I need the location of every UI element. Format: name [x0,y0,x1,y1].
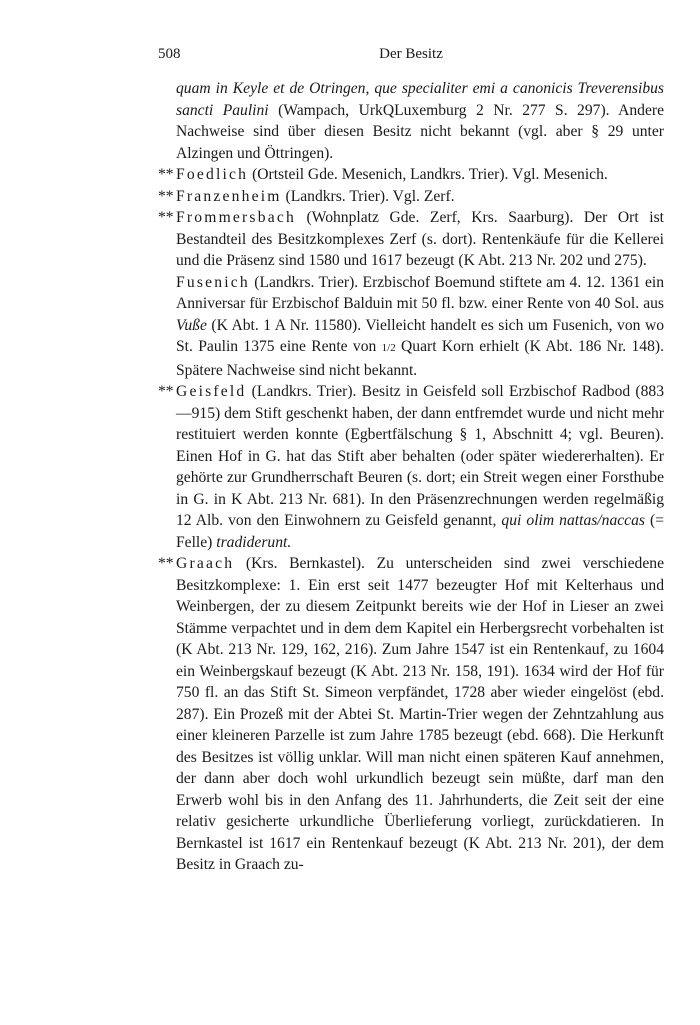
entry [158,164,664,186]
entry-text: (Wampach, UrkQLuxemburg 2 Nr. 277 S. 297). Andere Nachweise sind über diesen Besitz nicht bekannt (vgl. aber § 29 unter Alzingen und Öttringen). [176,101,665,162]
entry [158,78,664,164]
entry-marker: ** [158,555,174,572]
place-name: Geisfeld [176,383,247,400]
entry-text: (= Felle) [176,512,664,551]
latin-quote: quam in Keyle et de Otringen, que specialiter emi a canonicis Treverensibus sancti Paulini [176,80,664,119]
entry-text: (Landkrs. Trier). Besitz in Geisfeld soll Erzbischof Radbod (883—915) dem Stift geschenkt haben, der dann entfremdet wurde und nicht mehr restituiert werden konnte (Egbertfälschung § 1, Abschnitt 4; vgl. Beuren). Einen Hof in G. hat das Stift aber behalten (oder später wiedererhalten). Er gehörte zur Grundherrschaft Beuren (s. dort; ein Streit wegen einer Forsthube in G. in K Abt. 213 Nr. 681). In den Präsenzrechnungen werden regelmäßig 12 Alb. von den Einwohnern zu Geisfeld genannt, [176,383,664,529]
place-name: Foedlich [176,166,249,183]
entry-text: (Landkrs. Trier). Vgl. Zerf. [281,187,455,205]
entry [158,207,664,272]
fraction: 1/2 [381,342,396,354]
page [158,44,664,876]
place-name: Franzenheim [176,187,282,205]
latin-quote: qui olim nattas/naccas [501,512,645,529]
place-name: Graach [176,555,235,572]
place-name: Fusenich [176,273,250,291]
entry [158,381,664,553]
entry-text: (K Abt. 1 A Nr. 11580). Vielleicht handelt es sich um Fusenich, von wo St. Paulin 1375 eine Rente von [176,316,664,355]
entry-marker: ** [158,187,174,205]
entry-marker: ** [158,209,174,226]
entry-marker: ** [158,166,174,183]
entry-text: (Wohnplatz Gde. Zerf, Krs. Saarburg). Der Ort ist Bestandteil des Besitzkomplexes Zerf (s. dort). Rentenkäufe für die Kellerei und die Präsenz sind 1580 und 1617 bezeugt (K Abt. 213 Nr. 202 und 275). [176,209,664,269]
place-name: Frommersbach [176,209,296,226]
running-head [158,44,664,68]
entry [158,186,664,208]
body-text [158,78,664,876]
entry [158,553,664,876]
latin-quote: Vuße [176,316,207,334]
entry-text: (Landkrs. Trier). Erzbischof Boemund stiftete am 4. 12. 1361 ein Anniversar für Erzbischof Balduin mit 50 fl. bzw. einer Rente von 40 Sol. aus [176,273,664,312]
entry-text: (Ortsteil Gde. Mesenich, Landkrs. Trier). Vgl. Mesenich. [248,166,608,183]
entry-text: Quart Korn erhielt (K Abt. 186 Nr. 148). Spätere Nachweise sind nicht bekannt. [176,338,664,379]
latin-quote: tradiderunt. [216,533,292,551]
page-number: 508 [158,46,181,62]
entry-text: (Krs. Bernkastel). Zu unterscheiden sind zwei verschiedene Besitzkomplexe: 1. Ein erst seit 1477 bezeugter Hof mit Kelterhaus und Weinbergen, der zu diesem Zeitpunkt bereits wie der Hof in Lieser an zwei Stämme verpachtet und in dem dem Kapitel ein Herbergsrecht vorbehalten ist (K Abt. 213 Nr. 129, 162, 216). Zum Jahre 1547 ist ein Rentenkauf, zu 1604 ein Weinbergskauf bezeugt (K Abt. 213 Nr. 158, 191). 1634 wird der Hof für 750 fl. an das Stift St. Simeon verpfändet, 1728 aber wieder eingelöst (ebd. 287). Ein Prozeß mit der Abtei St. Martin-Trier wegen der Zehntzahlung aus einer kleineren Parzelle ist zum Jahre 1785 bezeugt (ebd. 668). Die Herkunft des Besitzes ist völlig unklar. Will man nicht einen späteren Kauf annehmen, der dann aber doch wohl urkundlich bezeugt sein müßte, darf man den Erwerb wohl bis in den Anfang des 11. Jahrhunderts, die Zeit seit der eine relativ gesicherte urkundliche Überlieferung vorliegt, zurückdatieren. In Bernkastel ist 1617 ein Rentenkauf bezeugt (K Abt. 213 Nr. 201), der dem Besitz in Graach zu- [176,555,664,873]
entry-marker: ** [158,383,174,400]
entry [158,272,664,382]
running-title: Der Besitz [379,46,443,62]
